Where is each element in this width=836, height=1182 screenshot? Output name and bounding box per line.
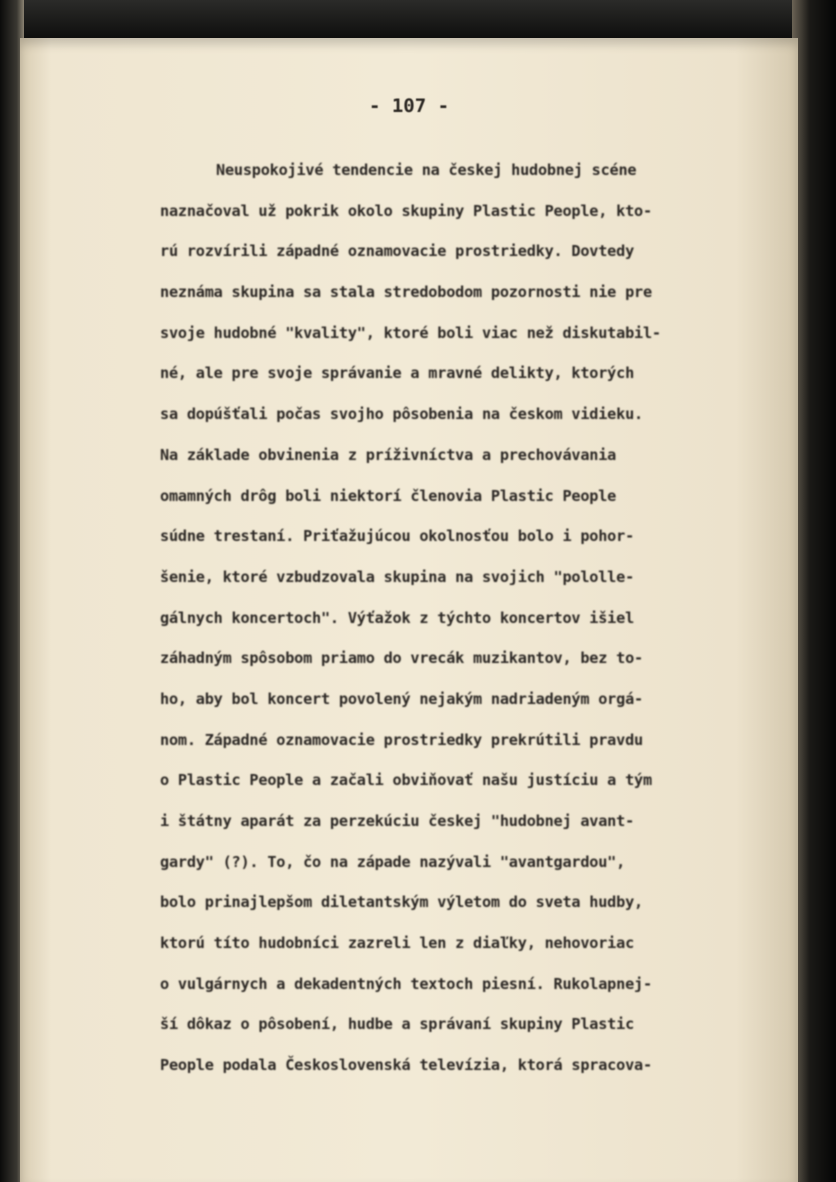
text-line: gálnych koncertoch". Výťažok z týchto koncertov išiel bbox=[160, 608, 635, 627]
text-line: naznačoval už pokrik okolo skupiny Plastic People, kto- bbox=[160, 201, 652, 220]
text-line: nom. Západné oznamovacie prostriedky prekrútili pravdu bbox=[160, 730, 643, 749]
text-line: svoje hudobné "kvality", ktoré boli viac než diskutabil- bbox=[160, 323, 661, 342]
text-line: People podala Československá televízia, ktorá spracova- bbox=[160, 1056, 652, 1075]
text-line: súdne trestaní. Priťažujúcou okolnosťou bolo i pohor- bbox=[160, 527, 635, 546]
text-line: šenie, ktoré vzbudzovala skupina na svojich "pololle- bbox=[160, 567, 635, 586]
text-line: ho, aby bol koncert povolený nejakým nadriadeným orgá- bbox=[160, 689, 643, 708]
text-line: bolo prinajlepšom diletantským výletom do sveta hudby, bbox=[160, 893, 643, 912]
text-line: omamných drôg boli niektorí členovia Plastic People bbox=[160, 486, 617, 505]
text-line: Neuspokojivé tendencie na českej hudobnej scéne bbox=[216, 161, 637, 179]
page-number: - 107 - bbox=[368, 95, 450, 117]
text-line: o vulgárnych a dekadentných textoch piesní. Rukolapnej- bbox=[160, 974, 652, 993]
text-line: ktorú títo hudobníci zazreli len z diaľky, nehovoriac bbox=[160, 934, 635, 953]
typewritten-sheet bbox=[20, 38, 798, 1182]
text-line: i štátny aparát za perzekúciu českej "hudobnej avant- bbox=[160, 812, 635, 830]
text-line: neznáma skupina sa stala stredobodom pozornosti nie pre bbox=[160, 283, 652, 302]
body-text bbox=[160, 150, 760, 1086]
text-line: záhadným spôsobom priamo do vrecák muzikantov, bez to- bbox=[160, 649, 643, 668]
text-line: o Plastic People a začali obviňovať našu justíciu a tým bbox=[160, 771, 652, 790]
text-line: sa dopúšťali počas svojho pôsobenia na českom vidieku. bbox=[160, 405, 643, 424]
scanner-right-edge bbox=[792, 0, 836, 1182]
text-line: rú rozvírili západné oznamovacie prostriedky. Dovtedy bbox=[160, 242, 635, 261]
text-line: né, ale pre svoje správanie a mravné delikty, ktorých bbox=[160, 364, 635, 383]
text-line: ší dôkaz o pôsobení, hudbe a správaní skupiny Plastic bbox=[160, 1015, 635, 1034]
text-line: Na základe obvinenia z príživníctva a prechovávania bbox=[160, 445, 617, 464]
scanner-top-edge bbox=[0, 0, 836, 40]
text-line: gardy" (?). To, čo na západe nazývali "avantgardou", bbox=[160, 852, 626, 871]
